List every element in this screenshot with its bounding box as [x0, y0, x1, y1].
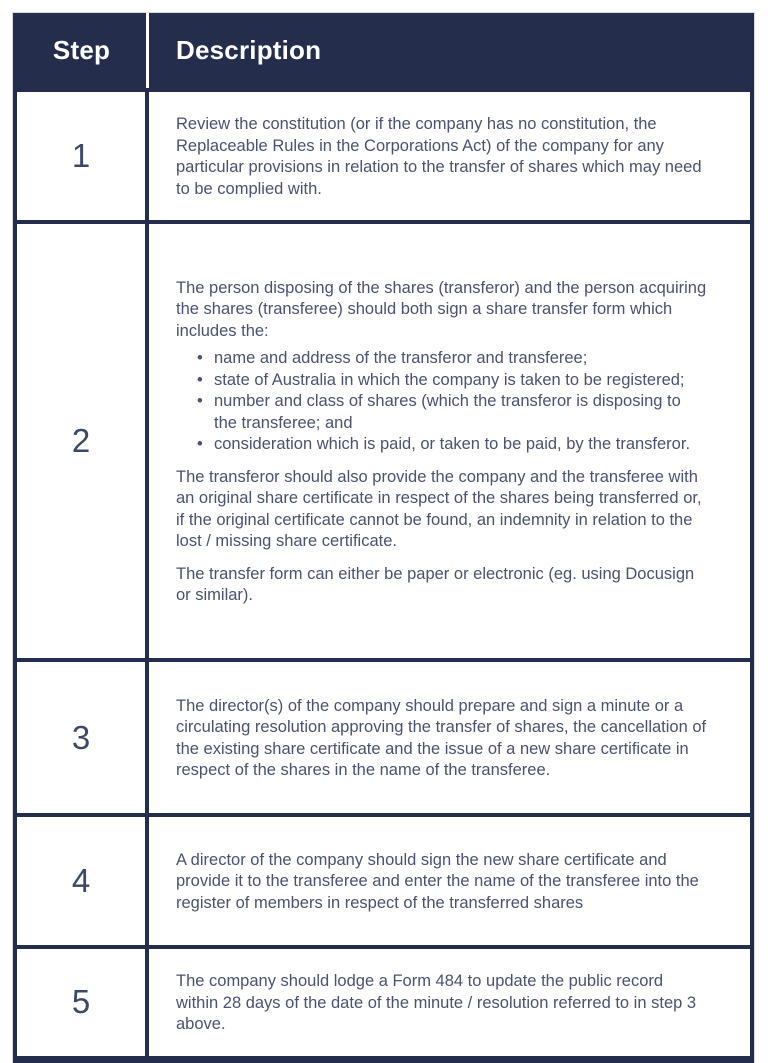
step-description — [149, 817, 750, 945]
step-description — [149, 949, 750, 1056]
description-paragraph: The transferor should also provide the company and the transferee with an original share certificate in respect of the shares being transferred or, if the original certificate cannot be found, an indemnity in relation to the lost / missing share certificate. — [176, 467, 702, 550]
description-paragraph: A director of the company should sign the new share certificate and provide it to the transferee and enter the name of the transferee into the register of members in respect of the transferred shares — [176, 850, 699, 912]
table-row — [17, 88, 750, 220]
description-paragraph: The director(s) of the company should prepare and sign a minute or a circulating resolution approving the transfer of shares, the cancellation of the existing share certificate and the issue of a new share certificate in respect of the shares in the name of the transferee. — [176, 696, 707, 779]
step-number: 5 — [17, 949, 149, 1056]
table-row — [17, 813, 750, 945]
description-paragraph: Review the constitution (or if the company has no constitution, the Replaceable Rules in the Corporations Act) of the company for any particular provisions in relation to the transfer of shares which may need to be complied with. — [176, 115, 702, 198]
description-paragraph: The company should lodge a Form 484 to update the public record within 28 days of the date of the minute / resolution referred to in step 3 above. — [176, 972, 697, 1033]
description-column-header: Description — [176, 35, 322, 65]
description-paragraph: The transfer form can either be paper or electronic (eg. using Docusign or similar). — [176, 564, 695, 604]
table-row — [17, 658, 750, 813]
step-number: 4 — [17, 817, 149, 945]
step-column-header: Step — [17, 13, 149, 88]
bullet-item: • name and address of the transferor and transferee; — [197, 348, 708, 370]
bullet-item: • state of Australia in which the company is taken to be registered; — [197, 370, 708, 392]
description-paragraph: The person disposing of the shares (transferor) and the person acquiring the shares (transferee) should both sign a share transfer form which includes the: — [176, 278, 707, 340]
step-number: 1 — [17, 92, 149, 220]
step-description — [149, 224, 750, 658]
table-header-row — [17, 13, 750, 88]
step-number: 3 — [17, 662, 149, 813]
bullet-item: • number and class of shares (which the transferor is disposing to the transferee; and — [197, 391, 708, 434]
step-description — [149, 662, 750, 813]
bullet-item: • consideration which is paid, or taken to be paid, by the transferor. — [197, 434, 708, 456]
step-description — [149, 92, 750, 220]
table-row — [17, 945, 750, 1056]
share-transfer-form-bullet-list — [197, 348, 708, 456]
step-number: 2 — [17, 224, 149, 658]
share-transfer-steps-table — [13, 13, 754, 1063]
table-row — [17, 220, 750, 658]
